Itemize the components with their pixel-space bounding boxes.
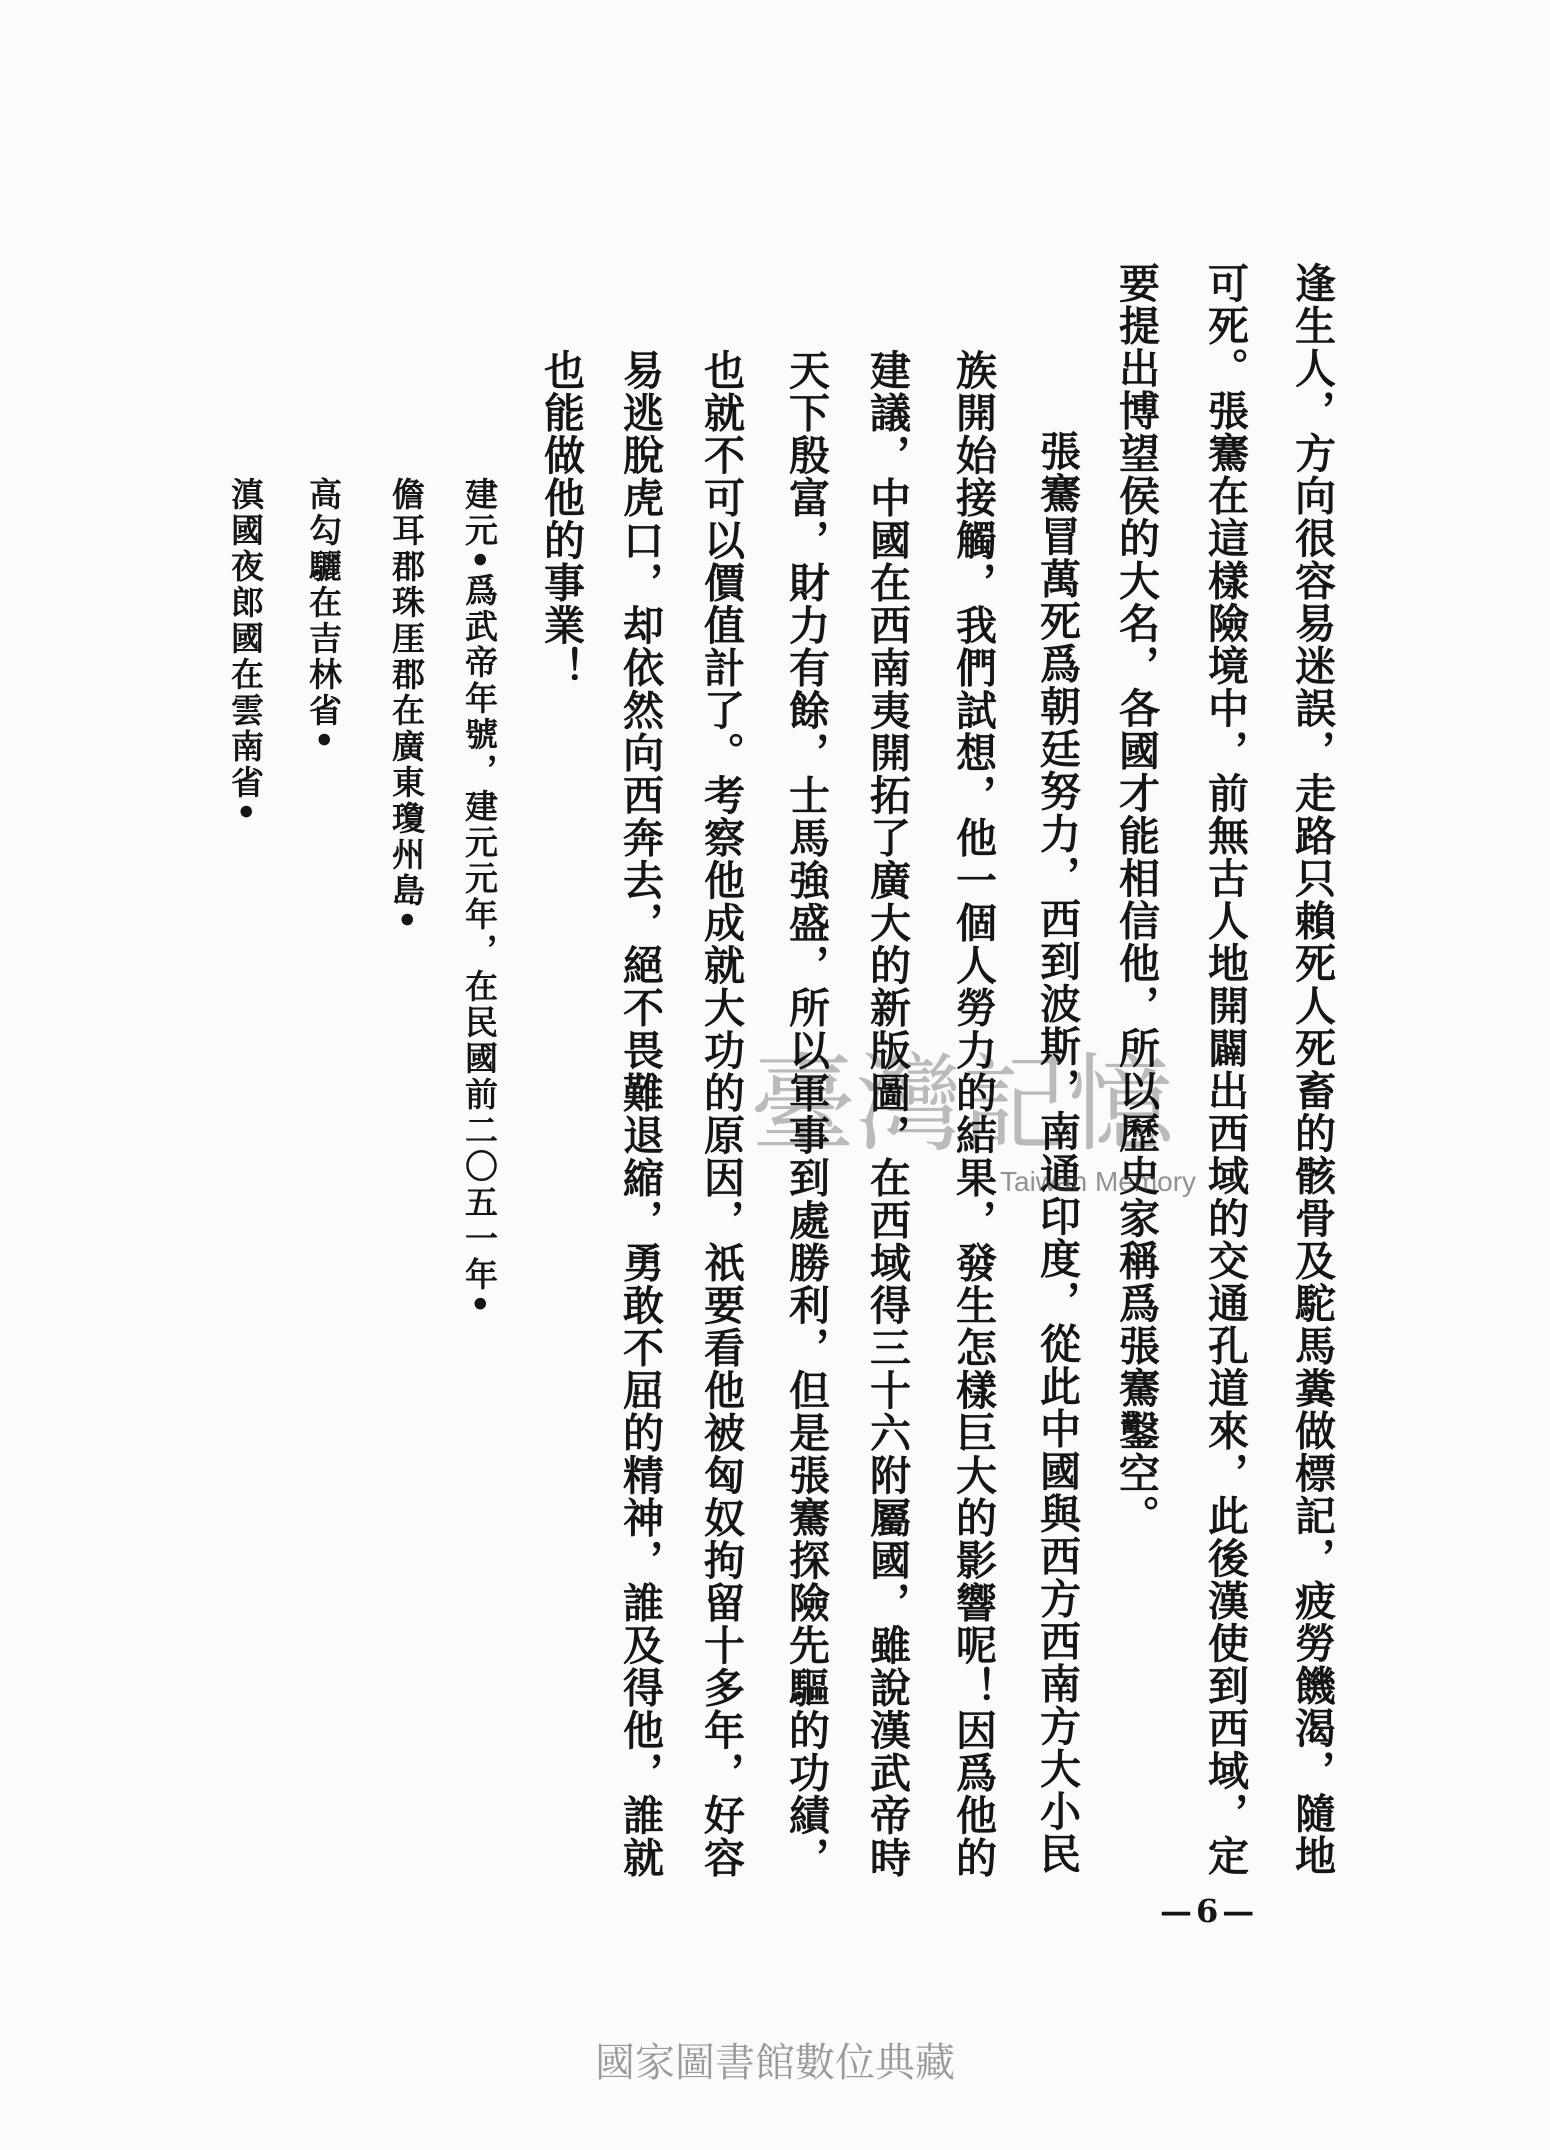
text-column-8: 也就不可以價值計了。考察他成就大功的原因，祇要看他被匈奴拘留十多年，好容 <box>697 349 745 1879</box>
text-column-10: 也能做他的事業！ <box>537 349 585 689</box>
text-column-2: 可死。張騫在這樣險境中，前無古人地開闢出西域的交通孔道來，此後漢使到西域，定 <box>1201 262 1249 1877</box>
watermark-logo-subtitle: Taiwan Memory <box>1000 1166 1197 1197</box>
footnote-4: 滇國夜郎國在雲南省• <box>226 477 265 826</box>
footnote-2: 儋耳郡珠厓郡在廣東瓊州島• <box>387 477 426 934</box>
watermark-logo-title: 臺灣記憶 <box>750 1043 1174 1166</box>
footnote-1: 建元•爲武帝年號，建元元年，在民國前二〇五一年• <box>460 477 499 1318</box>
text-column-9: 易逃脫虎口，却依然向西奔去，絕不畏難退縮，勇敢不屈的精神，誰及得他，誰就 <box>616 349 664 1879</box>
text-column-5: 族開始接觸，我們試想，他一個人勞力的結果，發生怎樣巨大的影響呢！因爲他的 <box>949 349 997 1879</box>
text-column-7: 天下殷富，財力有餘，士馬強盛，所以軍事到處勝利，但是張騫探險先驅的功績， <box>782 349 830 1879</box>
footnote-3: 高勾驪在吉林省• <box>304 477 343 754</box>
text-column-3: 要提出博望侯的大名，各國才能相信他，所以歷史家稱爲張騫鑿空。 <box>1112 262 1160 1537</box>
text-column-1: 逢生人，方向很容易迷誤，走路只賴死人死畜的骸骨及駝馬糞做標記，疲勞饑渴，隨地 <box>1288 262 1336 1877</box>
page-number: —6— <box>1160 1892 1259 1930</box>
archive-footer: 國家圖書館數位典藏 <box>595 2040 955 2086</box>
text-column-6: 建議，中國在西南夷開拓了廣大的新版圖，在西域得三十六附屬國，雖說漢武帝時 <box>863 349 911 1879</box>
text-column-4: 張騫冒萬死爲朝廷努力，西到波斯，南通印度，從此中國與西方西南方大小民 <box>1033 430 1081 1875</box>
